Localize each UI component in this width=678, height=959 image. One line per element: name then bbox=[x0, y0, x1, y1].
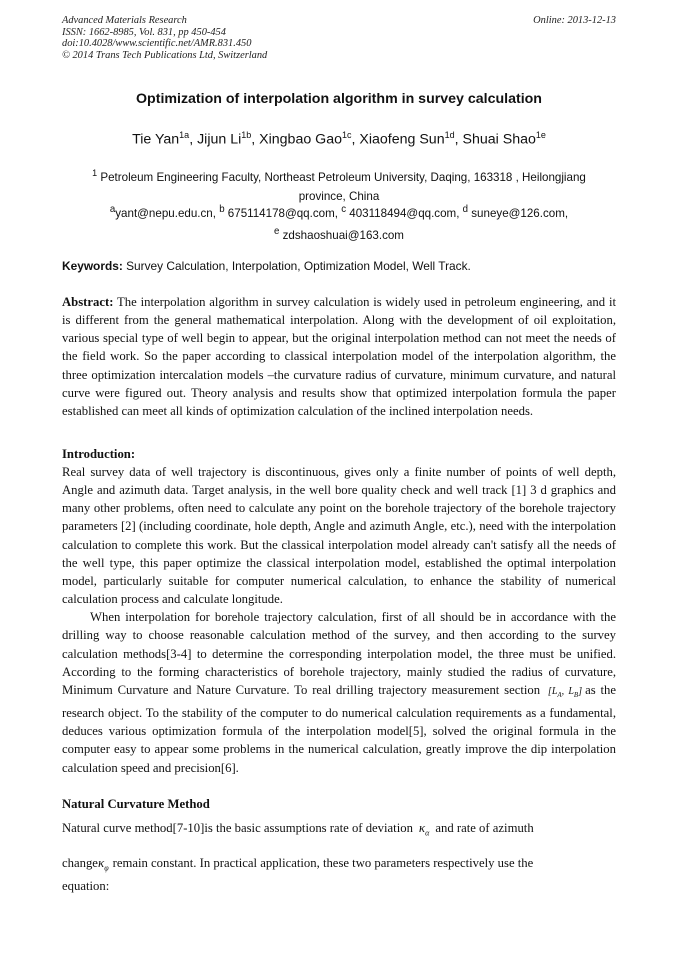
email-d: suneye@126.com, bbox=[468, 206, 569, 220]
author-affil-mark: 1e bbox=[535, 130, 546, 140]
journal-header bbox=[62, 15, 616, 61]
journal-copyright: © 2014 Trans Tech Publications Ltd, Switzerland bbox=[62, 49, 268, 61]
section-heading-natural-curvature: Natural Curvature Method bbox=[62, 797, 210, 811]
math-comma: , bbox=[561, 685, 565, 697]
paragraph: Real survey data of well trajectory is discontinuous, gives only a finite number of points of well depth, Angle and azimuth data. Target analysis, in the well bore quality check and well track [1] 3 d graphics and many other problems, often need to calculate any point on the borehole trajectory of the borehole trajectory parameters [2] (including coordinate, hole depth, Angle and azimuth Angle, etc.), need with the interpolation calculation to complete this work. But the classical interpolation model already can't satisfy all the needs of the well type, this paper optimize the classical interpolation model, established the optimal interpolation model, particularly suitable for computer numerical calculation, to enhance the stability of numerical calculation process and calculate longitude. bbox=[62, 465, 616, 607]
paragraph bbox=[62, 819, 616, 843]
abstract-label: Abstract: bbox=[62, 295, 114, 309]
paragraph-text: When interpolation for borehole trajectory calculation, first of all should be in accordance with the drilling way to choose reasonable calculation method of the survey, and then according to the survey calculation methods[3-4] to determine the corresponding interpolation model, the three must be unified. According to the forming characteristics of borehole trajectory, mainly studied the radius of curvature, Minimum Curvature and Nature Curvature. To real drilling trajectory measurement section bbox=[62, 610, 616, 697]
author-affil-mark: 1d bbox=[444, 130, 455, 140]
affiliation-mark: 1 bbox=[92, 168, 98, 178]
author-name: Xingbao Gao bbox=[259, 131, 342, 148]
kappa-alpha-symbol bbox=[413, 820, 435, 838]
email-b: 675114178@qq.com, bbox=[224, 206, 342, 220]
paragraph-text: Natural curve method[7-10]is the basic assumptions rate of deviation bbox=[62, 821, 413, 835]
paragraph bbox=[62, 608, 616, 776]
abstract-text: The interpolation algorithm in survey calculation is widely used in petroleum engineering, and it is different from the general mathematical interpolation. Along with the development of oil exploitation, various special type of well begin to appear, but the original interpolation method can not meet the needs of the field work. So the paper according to classical interpolation model of the interpolation algorithm, the three optimization intercalation models –the curvature radius of curvature, minimum curvature, and natural curve were figured out. Theory analysis and results show that optimized interpolation formula the paper established can meet all kinds of optimization calculation of the inclined interpolation needs. bbox=[62, 295, 616, 418]
author-emails bbox=[62, 201, 616, 245]
paragraph-text: change bbox=[62, 856, 98, 870]
paragraph-text: as the research object. To the stability of the computer to do numerical calculation requirements as a fundamental, deduces various optimization formula of the interpolation model[5], solved the original formula in the computer easy to appear some problems in the numerical calculation, greatly improve the dip interpolation calculation speed and precision[6]. bbox=[62, 682, 616, 775]
author-name: Shuai Shao bbox=[462, 131, 536, 148]
math-sub: B bbox=[573, 690, 579, 699]
math-sub: A bbox=[557, 690, 562, 699]
keywords bbox=[62, 259, 616, 273]
email-mark: a bbox=[109, 204, 116, 215]
math-sub: φ bbox=[104, 863, 109, 873]
math-var: κ bbox=[418, 820, 426, 835]
paragraph-text: and rate of azimuth bbox=[435, 821, 534, 835]
paper-title: Optimization of interpolation algorithm in survey calculation bbox=[136, 91, 542, 107]
email-mark: e bbox=[274, 225, 280, 237]
online-date: Online: 2013-12-13 bbox=[533, 15, 616, 26]
measurement-section-formula bbox=[545, 686, 585, 697]
keywords-label: Keywords: bbox=[62, 259, 123, 273]
affiliation-line: province, China bbox=[298, 190, 380, 204]
email-mark: b bbox=[219, 204, 225, 215]
author-name: Tie Yan bbox=[132, 131, 180, 148]
math-bracket: ] bbox=[578, 685, 583, 697]
paragraph-text: remain constant. In practical application, these two parameters respectively use the bbox=[112, 856, 534, 870]
math-var: L bbox=[551, 685, 558, 697]
section-heading-introduction: Introduction: bbox=[62, 447, 136, 461]
author-affil-mark: 1b bbox=[241, 130, 252, 140]
math-bracket: [ bbox=[547, 685, 552, 697]
journal-name: Advanced Materials Research bbox=[62, 15, 187, 26]
abstract bbox=[62, 293, 616, 420]
author-list: Tie Yan$^{1a}$, Jijun $Li^{1b}$, Xingbao Gao$^{1c}$, Xiaofeng Sun$^{1d}$, Shuai Shao$^{1e}$ bbox=[132, 130, 546, 148]
math-var: κ bbox=[97, 855, 105, 870]
email-e: zdshaoshuai@163.com bbox=[279, 228, 404, 242]
paragraph-text: equation: bbox=[62, 879, 110, 893]
journal-issn: ISSN: 1662-8985, Vol. 831, pp 450-454 bbox=[62, 26, 226, 38]
author-name: Xiaofeng Sun bbox=[359, 131, 445, 148]
kappa-phi-symbol bbox=[97, 855, 113, 873]
paragraph bbox=[62, 854, 616, 878]
author-name: Jijun Li bbox=[197, 131, 242, 148]
journal-doi: doi:10.4028/www.scientific.net/AMR.831.450 bbox=[62, 38, 252, 50]
email-a: yant@nepu.edu.cn, bbox=[115, 206, 220, 220]
math-sub: α bbox=[425, 828, 430, 838]
affiliation-line: Petroleum Engineering Faculty, Northeast Petroleum University, Daqing, 163318 , Heilongjiang bbox=[97, 170, 586, 184]
author-affil-mark: 1a bbox=[179, 130, 190, 140]
email-mark: d bbox=[462, 204, 469, 215]
email-c: 403118494@qq.com, bbox=[346, 206, 463, 220]
math-var: L bbox=[568, 685, 574, 697]
author-affil-mark: 1c bbox=[341, 130, 352, 140]
keywords-text: Survey Calculation, Interpolation, Optimization Model, Well Track. bbox=[122, 259, 471, 273]
introduction-body bbox=[62, 463, 616, 777]
email-mark: c bbox=[341, 204, 347, 215]
